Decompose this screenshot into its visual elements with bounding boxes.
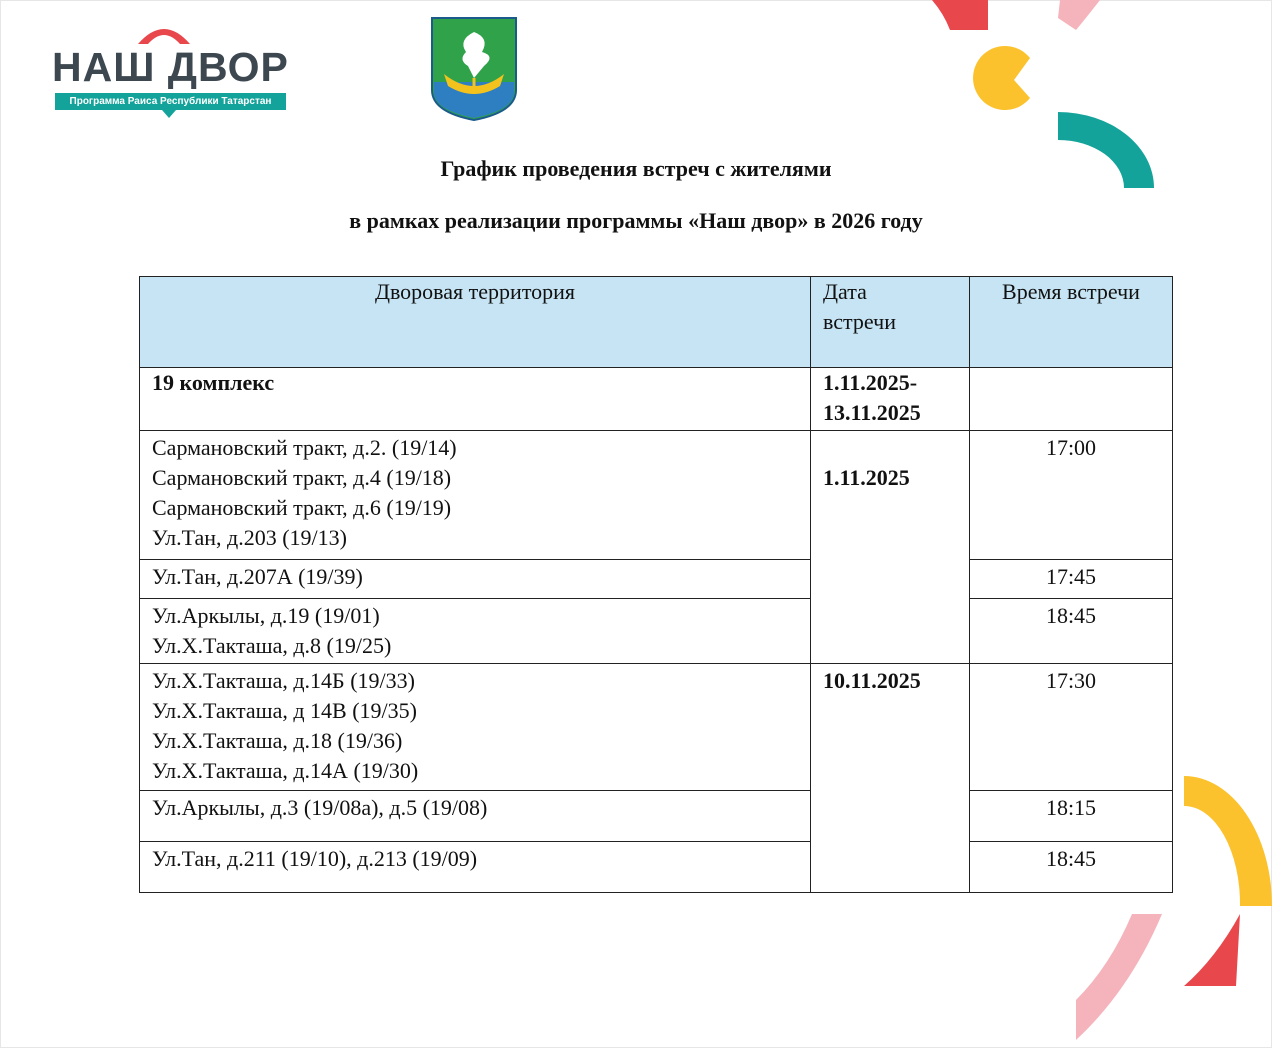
address-line: Ул.Х.Такташа, д.18 (19/36) <box>152 728 403 753</box>
table-row <box>140 791 1173 842</box>
logo-banner: Программа Раиса Республики Татарстан <box>55 93 286 110</box>
header-time: Время встречи <box>970 277 1173 368</box>
table-row <box>140 664 1173 791</box>
address-cell <box>140 842 811 893</box>
meeting-date-cell: 1.11.2025 <box>811 431 970 664</box>
address-line: Сармановский тракт, д.2. (19/14) <box>152 435 457 460</box>
page-title: График проведения встреч с жителями <box>440 156 832 181</box>
logo-text: НАШ ДВОР <box>52 44 289 90</box>
header-date <box>811 277 970 368</box>
meeting-time-cell: 18:45 <box>970 842 1173 893</box>
meeting-time-cell: 17:45 <box>970 560 1173 599</box>
logo-arc-icon <box>134 20 194 46</box>
address-cell <box>140 599 811 664</box>
complex-row <box>140 368 1173 431</box>
address-line: Сармановский тракт, д.6 (19/19) <box>152 495 452 520</box>
meeting-time-cell: 18:45 <box>970 599 1173 664</box>
page-subtitle: в рамках реализации программы «Наш двор» в 2026 году <box>349 208 923 233</box>
nash-dvor-logo <box>52 20 292 125</box>
address-cell <box>140 431 811 560</box>
address-line: Сармановский тракт, д.4 (19/18) <box>152 465 452 490</box>
coat-of-arms-icon <box>430 16 520 124</box>
complex-date-end: 13.11.2025 <box>823 400 921 425</box>
address-cell <box>140 560 811 599</box>
header-territory: Дворовая территория <box>140 277 811 368</box>
meeting-date-cell: 10.11.2025 <box>811 664 970 893</box>
address-line: Ул.Х.Такташа, д.14А (19/30) <box>152 758 419 783</box>
meeting-time-cell: 18:15 <box>970 791 1173 842</box>
address-line: Ул.Аркылы, д.3 (19/08а), д.5 (19/08) <box>152 795 488 820</box>
complex-time <box>970 368 1173 431</box>
meeting-time-cell: 17:00 <box>970 431 1173 560</box>
deco-red-top <box>932 0 988 30</box>
address-line: Ул.Аркылы, д.19 (19/01) <box>152 603 380 628</box>
header-date-line2: встречи <box>823 309 896 334</box>
schedule-groups <box>140 431 1173 893</box>
table-row <box>140 560 1173 599</box>
deco-yellow-circle <box>973 46 1030 110</box>
deco-pink-top <box>1058 0 1100 30</box>
address-line: Ул.Х.Такташа, д 14В (19/35) <box>152 698 417 723</box>
table-row <box>140 599 1173 664</box>
address-cell <box>140 664 811 791</box>
address-line: Ул.Х.Такташа, д.14Б (19/33) <box>152 668 415 693</box>
complex-date <box>811 368 970 431</box>
deco-red-bottom <box>1184 914 1240 986</box>
complex-date-start: 1.11.2025- <box>823 370 918 395</box>
table-header-row <box>140 277 1173 368</box>
deco-yellow-arc <box>1184 776 1272 906</box>
schedule-table <box>139 276 1173 893</box>
address-line: Ул.Х.Такташа, д.8 (19/25) <box>152 633 392 658</box>
table-row <box>140 431 1173 560</box>
complex-name: 19 комплекс <box>140 368 811 431</box>
address-line: Ул.Тан, д.203 (19/13) <box>152 525 347 550</box>
meeting-time-cell: 17:30 <box>970 664 1173 791</box>
header-date-line1: Дата <box>823 279 867 304</box>
deco-pink-bottom <box>1076 914 1162 1040</box>
address-cell <box>140 791 811 842</box>
logo-banner-tail <box>162 110 176 118</box>
address-line: Ул.Тан, д.207А (19/39) <box>152 564 363 589</box>
address-line: Ул.Тан, д.211 (19/10), д.213 (19/09) <box>152 846 478 871</box>
table-row <box>140 842 1173 893</box>
